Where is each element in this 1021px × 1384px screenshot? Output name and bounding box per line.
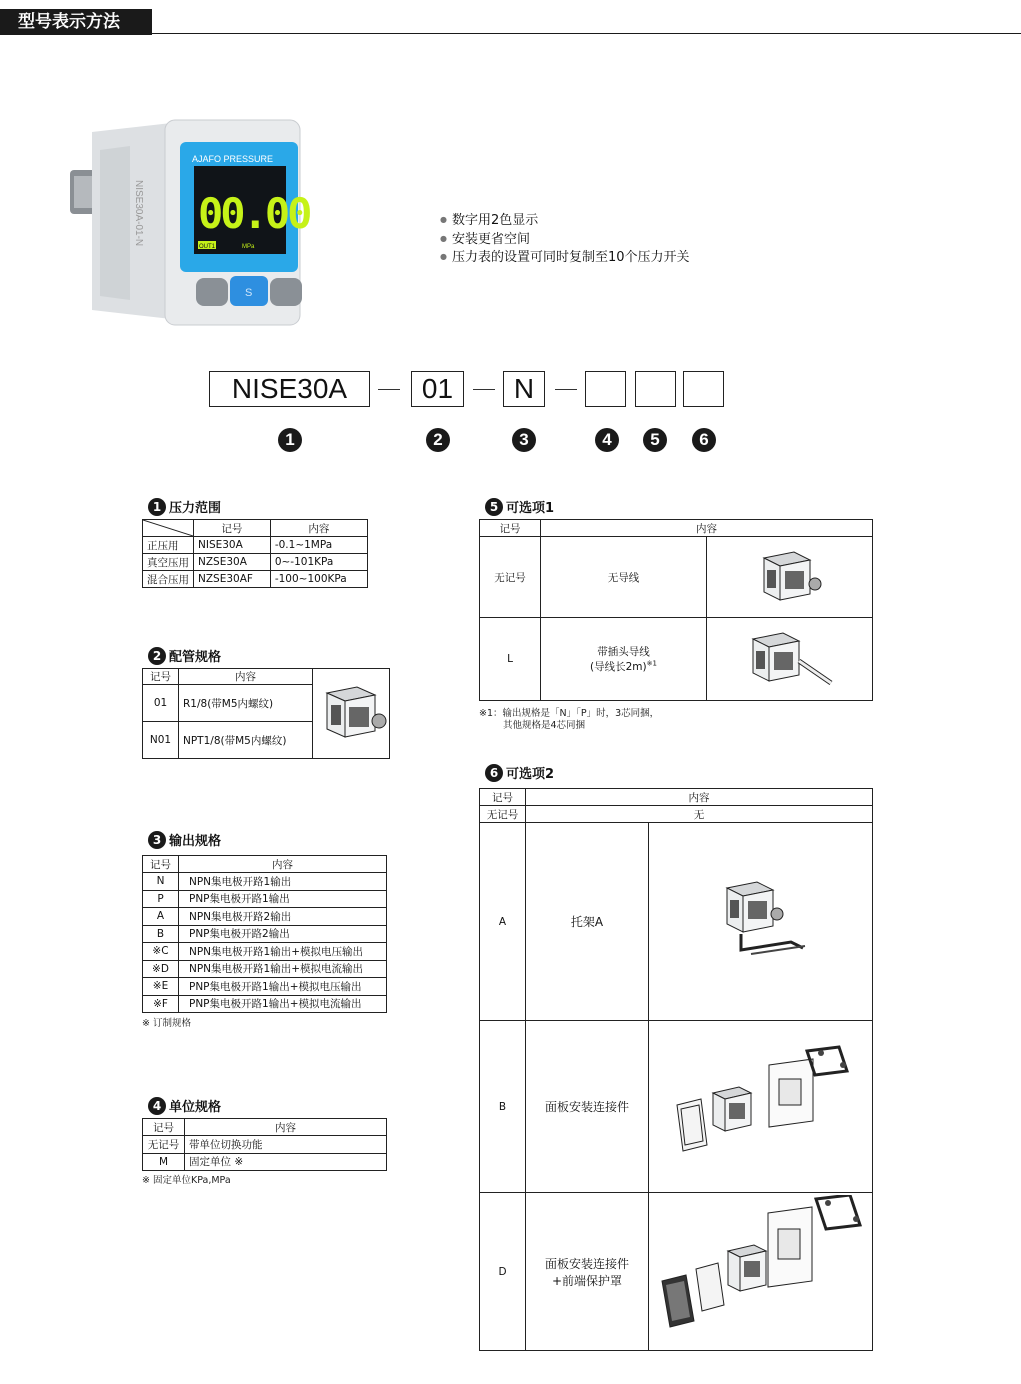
header-content: 内容 — [179, 856, 387, 873]
table-row — [143, 537, 368, 554]
table-row — [480, 618, 873, 701]
cell: M — [143, 1153, 185, 1171]
header-code: 记号 — [194, 520, 271, 537]
section-number: 2 — [148, 647, 166, 665]
cell: 正压用 — [143, 537, 194, 554]
marker-2: 2 — [426, 428, 450, 452]
cell: 无导线 — [541, 537, 707, 618]
cell: D — [480, 1193, 526, 1351]
cell: P — [143, 890, 179, 908]
cell: B — [480, 1021, 526, 1193]
panel-mount-image — [671, 1045, 851, 1165]
image-cell — [707, 537, 873, 618]
section-title: 压力范围 — [169, 501, 222, 516]
table-row — [480, 823, 873, 1021]
header-code: 记号 — [480, 789, 526, 806]
cell: NPT1/8(带M5内螺纹) — [179, 722, 313, 759]
header-content: 内容 — [526, 789, 873, 806]
cell: A — [143, 908, 179, 926]
cell — [526, 1193, 649, 1351]
table-row — [143, 960, 387, 978]
cell: ※F — [143, 995, 179, 1013]
desc-line: (导线长2m) — [590, 661, 647, 673]
header-code: 记号 — [143, 856, 179, 873]
section-6-heading — [485, 763, 554, 782]
section-title: 可选项1 — [506, 501, 555, 516]
switch-no-cable-image — [750, 544, 830, 608]
section-number: 1 — [148, 498, 166, 516]
cell: 真空压用 — [143, 554, 194, 571]
product-brand: AJAFO PRESSURE — [192, 154, 274, 164]
table-row — [143, 908, 387, 926]
cell: NPN集电极开路1输出 — [179, 873, 387, 891]
cell: 面板安装连接件 — [526, 1021, 649, 1193]
product-unit: MPa — [242, 244, 255, 250]
cell: 01 — [143, 685, 179, 722]
cell: NISE30A — [194, 537, 271, 554]
option1-note-2: 其他规格是4芯同捆 — [503, 720, 586, 731]
output-note: ※ 订制规格 — [142, 1018, 191, 1029]
cell: 无记号 — [143, 1136, 185, 1154]
header-content: 内容 — [270, 520, 367, 537]
header-code: 记号 — [143, 1119, 185, 1136]
switch-with-cable-image — [745, 625, 835, 691]
section-title: 配管规格 — [169, 650, 222, 665]
table-row — [143, 978, 387, 996]
cell: 无 — [526, 806, 873, 823]
cell: PNP集电极开路1输出+模拟电流输出 — [179, 995, 387, 1013]
marker-3: 3 — [512, 428, 536, 452]
code-dash — [378, 389, 400, 390]
header-content: 内容 — [541, 520, 873, 537]
unit-note: ※ 固定单位KPa,MPa — [142, 1175, 231, 1186]
section-4-heading — [148, 1096, 221, 1115]
code-part-1: NISE30A — [209, 371, 370, 407]
cell: 托架A — [526, 823, 649, 1021]
feature-list — [440, 212, 690, 268]
option1-table — [479, 519, 873, 701]
cell: 0~-101KPa — [270, 554, 367, 571]
section-title: 单位规格 — [169, 1100, 222, 1115]
product-display: 00.00 — [198, 189, 310, 238]
option2-table — [479, 788, 873, 1351]
cell: ※D — [143, 960, 179, 978]
table-row — [143, 925, 387, 943]
marker-4: 4 — [595, 428, 619, 452]
pressure-range-table — [142, 519, 368, 588]
section-number: 3 — [148, 831, 166, 849]
table-row — [143, 554, 368, 571]
desc-line: +前端保护罩 — [551, 1273, 623, 1288]
section-5-heading — [485, 497, 554, 516]
code-part-6 — [683, 371, 724, 407]
image-cell — [649, 823, 873, 1021]
header-code: 记号 — [480, 520, 541, 537]
header-content: 内容 — [185, 1119, 387, 1136]
cell: A — [480, 823, 526, 1021]
feature-item: ● 压力表的设置可同时复制至10个压力开关 — [440, 249, 690, 268]
table-row — [143, 943, 387, 961]
panel-mount-cover-image — [656, 1195, 866, 1345]
marker-6: 6 — [692, 428, 716, 452]
section-1-heading — [148, 497, 221, 516]
code-part-5 — [635, 371, 676, 407]
cell: 带单位切换功能 — [185, 1136, 387, 1154]
feature-item: ● 数字用2色显示 — [440, 212, 690, 231]
cell: 混合压用 — [143, 571, 194, 588]
pressure-switch-image — [70, 110, 310, 330]
image-cell — [649, 1193, 873, 1351]
cell: ※E — [143, 978, 179, 996]
title-divider — [152, 33, 1021, 34]
unit-table — [142, 1118, 387, 1171]
code-dash — [473, 389, 495, 390]
table-row — [480, 537, 873, 618]
table-row — [143, 571, 368, 588]
desc-line: 面板安装连接件 — [544, 1256, 629, 1271]
diagonal-header-cell — [143, 520, 194, 537]
cell: NZSE30AF — [194, 571, 271, 588]
code-part-4 — [585, 371, 626, 407]
option1-note-1: ※1：输出规格是「N」「P」时，3芯同捆， — [479, 708, 660, 719]
cell — [541, 618, 707, 701]
cell: 无记号 — [480, 537, 541, 618]
table-row — [143, 995, 387, 1013]
code-part-2: 01 — [411, 371, 464, 407]
cell: R1/8(带M5内螺纹) — [179, 685, 313, 722]
section-2-heading — [148, 646, 221, 665]
product-out-label: OUT1 — [199, 244, 216, 250]
image-cell — [649, 1021, 873, 1193]
table-row — [480, 1193, 873, 1351]
section-number: 4 — [148, 1097, 166, 1115]
cell: NPN集电极开路2输出 — [179, 908, 387, 926]
table-row — [480, 806, 873, 823]
image-cell — [707, 618, 873, 701]
section-title: 输出规格 — [169, 834, 222, 849]
table-row — [143, 873, 387, 891]
code-dash — [555, 389, 577, 390]
footnote-mark: ※1 — [646, 659, 657, 668]
cell: PNP集电极开路1输出 — [179, 890, 387, 908]
cell: PNP集电极开路1输出+模拟电压输出 — [179, 978, 387, 996]
table-row — [143, 1136, 387, 1154]
desc-line: 带插头导线 — [597, 646, 650, 658]
section-number: 6 — [485, 764, 503, 782]
code-part-3: N — [503, 371, 545, 407]
cell: ※C — [143, 943, 179, 961]
section-3-heading — [148, 830, 221, 849]
section-number: 5 — [485, 498, 503, 516]
product-side-label: NISE30A-01-N — [133, 180, 144, 247]
piping-image-cell — [313, 669, 390, 759]
cell: N01 — [143, 722, 179, 759]
cell: -100~100KPa — [270, 571, 367, 588]
piping-table — [142, 668, 390, 759]
cell: N — [143, 873, 179, 891]
cell: L — [480, 618, 541, 701]
cell: NPN集电极开路1输出+模拟电流输出 — [179, 960, 387, 978]
marker-1: 1 — [278, 428, 302, 452]
header-content: 内容 — [179, 669, 313, 685]
section-title: 可选项2 — [506, 767, 555, 782]
table-row — [143, 890, 387, 908]
page-title: 型号表示方法 — [18, 12, 120, 32]
output-table — [142, 855, 387, 1013]
product-btn-s: S — [245, 287, 253, 299]
feature-item: ● 安装更省空间 — [440, 231, 690, 250]
cell: NPN集电极开路1输出+模拟电压输出 — [179, 943, 387, 961]
header-code: 记号 — [143, 669, 179, 685]
cell: PNP集电极开路2输出 — [179, 925, 387, 943]
marker-5: 5 — [643, 428, 667, 452]
table-row — [480, 1021, 873, 1193]
cell: 无记号 — [480, 806, 526, 823]
cell: B — [143, 925, 179, 943]
table-row — [143, 1153, 387, 1171]
cell: NZSE30A — [194, 554, 271, 571]
bracket-a-image — [711, 870, 811, 970]
cell: 固定单位 ※ — [185, 1153, 387, 1171]
cell: -0.1~1MPa — [270, 537, 367, 554]
switch-side-image — [313, 677, 389, 747]
